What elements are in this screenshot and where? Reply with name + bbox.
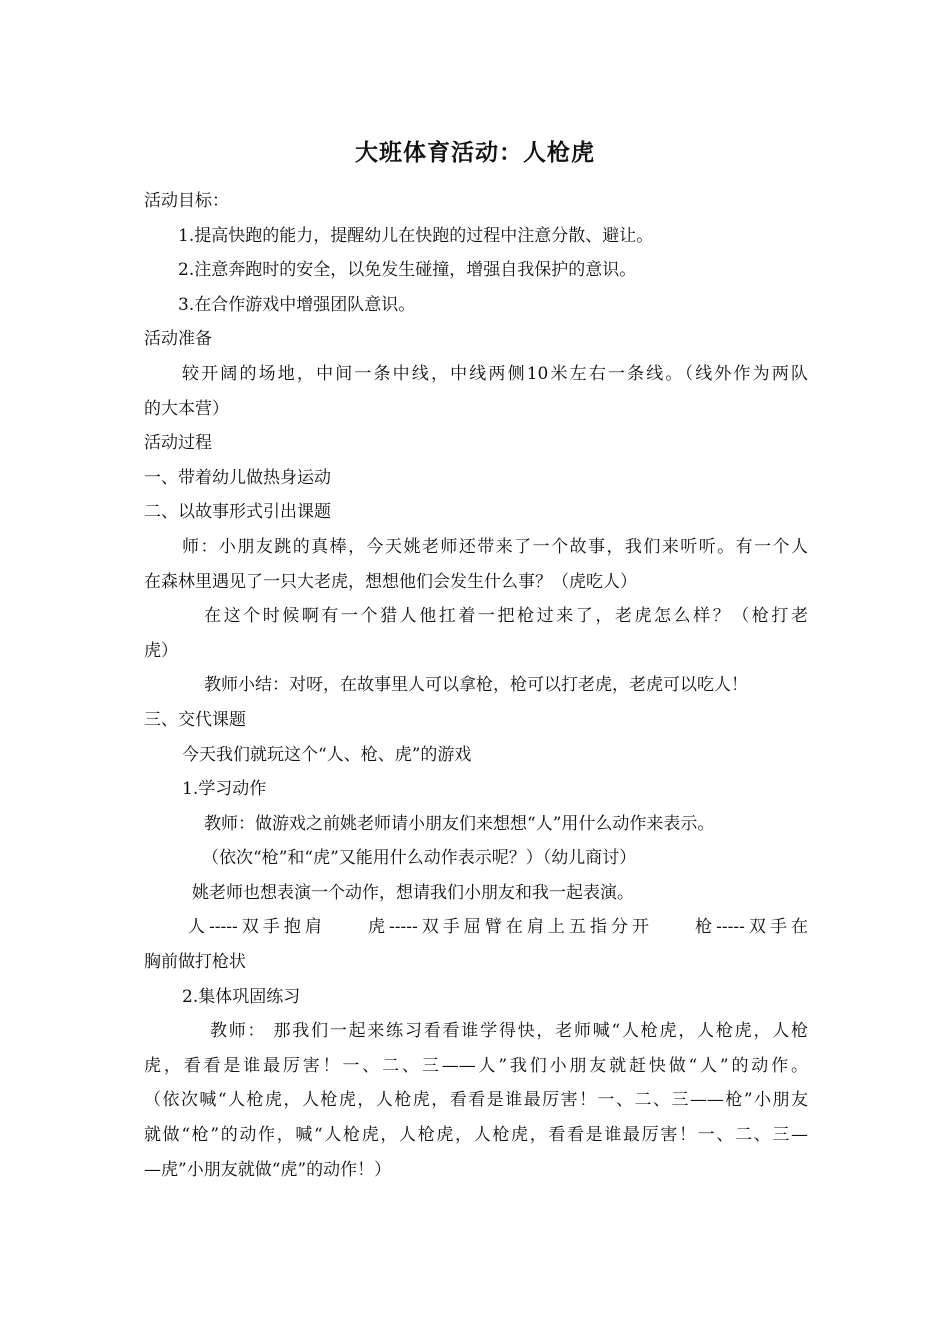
instruction-text-line: 教师：做游戏之前姚老师请小朋友们来想想“人”用什么动作来表示。 — [204, 813, 715, 834]
story-text-line: 在这个时候啊有一个猎人他扛着一把枪过来了，老虎怎么样？（枪打老 — [204, 606, 808, 627]
sub-heading-learn-actions: 1.学习动作 — [182, 779, 267, 800]
goal-item-3: 3.在合作游戏中增强团队意识。 — [178, 294, 416, 315]
topic-intro: 今天我们就玩这个“人、枪、虎”的游戏 — [182, 744, 472, 765]
action-definitions: 人-----双手抱肩 虎-----双手屈臂在肩上五指分开 枪-----双手在 — [188, 917, 808, 938]
process-step-1: 一、带着幼儿做热身运动 — [144, 467, 331, 488]
preparation-text-line: 的大本营） — [144, 398, 229, 419]
practice-text-line: 虎，看看是谁最厉害！一、二、三——人”我们小朋友就赶快做“人”的动作。 — [144, 1055, 808, 1076]
instruction-text-line: （依次“枪”和“虎”又能用什么动作表示呢？）（幼儿商讨） — [202, 848, 637, 869]
process-step-3: 三、交代课题 — [144, 709, 246, 730]
sub-heading-practice: 2.集体巩固练习 — [182, 986, 301, 1007]
instruction-text-line: 姚老师也想表演一个动作，想请我们小朋友和我一起表演。 — [192, 882, 634, 903]
practice-text-line: 就做“枪”的动作，喊“人枪虎，人枪虎，人枪虎，看看是谁最厉害！一、二、三— — [144, 1125, 808, 1146]
action-definitions: 胸前做打枪状 — [144, 952, 246, 973]
preparation-text-line: 较开阔的场地，中间一条中线，中线两侧10米左右一条线。（线外作为两队 — [182, 363, 808, 384]
page-title: 大班体育活动：人枪虎 — [355, 140, 595, 166]
practice-text-line: （依次喊“人枪虎，人枪虎，人枪虎，看看是谁最厉害！一、二、三——枪”小朋友 — [144, 1090, 808, 1111]
goal-item-2: 2.注意奔跑时的安全，以免发生碰撞，增强自我保护的意识。 — [178, 260, 637, 281]
story-text-line: 在森林里遇见了一只大老虎，想想他们会发生什么事？（虎吃人） — [144, 571, 637, 592]
practice-text-line: —虎”小朋友就做“虎”的动作！） — [144, 1159, 392, 1180]
teacher-summary: 教师小结：对呀，在故事里人可以拿枪，枪可以打老虎，老虎可以吃人！ — [204, 675, 748, 696]
section-heading-process: 活动过程 — [144, 433, 212, 454]
story-text-line: 师：小朋友跳的真棒，今天姚老师还带来了一个故事，我们来听听。有一个人 — [182, 536, 808, 557]
practice-text-line: 教师： 那我们一起来练习看看谁学得快，老师喊“人枪虎，人枪虎，人枪 — [210, 1021, 808, 1042]
goal-item-1: 1.提高快跑的能力，提醒幼儿在快跑的过程中注意分散、避让。 — [178, 225, 654, 246]
document-body — [144, 184, 808, 1187]
section-heading-goals: 活动目标： — [144, 191, 229, 211]
process-step-2: 二、以故事形式引出课题 — [144, 502, 331, 523]
story-text-line: 虎） — [144, 640, 178, 661]
section-heading-preparation: 活动准备 — [144, 329, 212, 350]
